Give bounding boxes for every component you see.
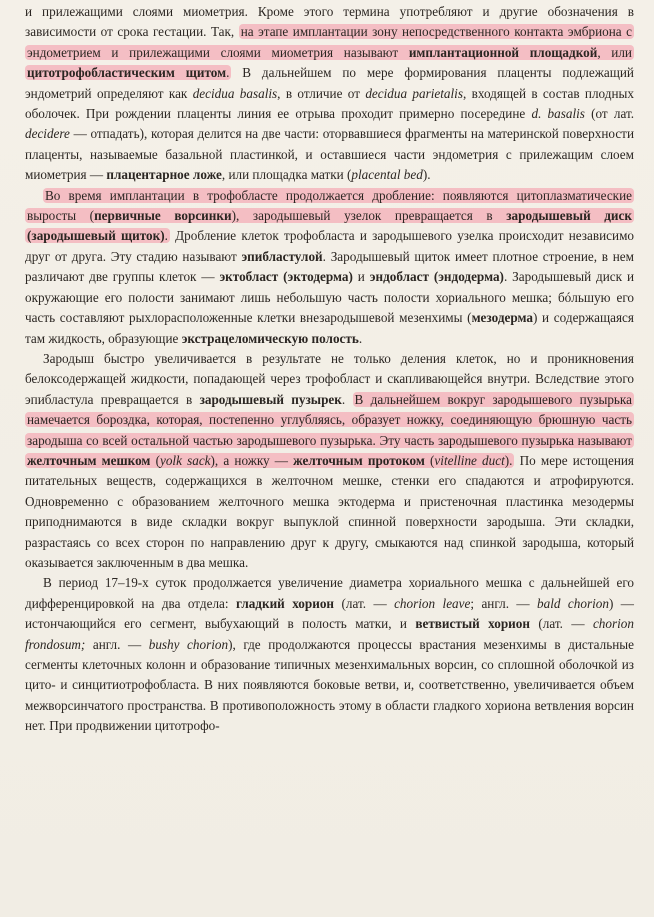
text-run: , входящей в состав плодных оболочек. При рождении плаценты линия ее отрыва проходит примерно посередине xyxy=(25,85,634,122)
paragraph-yolk-sac xyxy=(25,349,634,573)
term-placental-bed: плацентарное ложе xyxy=(106,167,222,183)
term-vitelline-duct: желточным протоком xyxy=(293,452,425,468)
text-run: — отпадать), которая делится на две части: оторвавшиеся фрагменты на материнской поверхности плаценты, называемые базальной пластинкой, и оставшиеся части эндометрия с прилежащим слоем миометрия — xyxy=(25,126,634,183)
text-run: ). xyxy=(422,167,431,183)
text-run: (от лат. xyxy=(584,106,635,122)
text-run: ). xyxy=(504,452,513,468)
text-run: . Зародышевый щиток имеет плотное строение, в нем различают две группы клеток — xyxy=(25,248,634,285)
text-run: . xyxy=(358,330,363,346)
term-branched-chorion: ветвистый хорион xyxy=(415,616,530,632)
term-embryonic-disc: зародышевый диск (зародышевый щиток) xyxy=(27,208,632,244)
text-run: ), зародышевый узелок превращается в xyxy=(231,208,507,224)
term-smooth-chorion: гладкий хорион xyxy=(236,595,335,611)
latin-term: decidua basalis xyxy=(192,85,278,101)
text-run: , в отличие от xyxy=(277,85,366,101)
text-run: . xyxy=(226,65,230,81)
english-term: bald chorion xyxy=(537,595,609,611)
latin-term: chorion leave xyxy=(394,595,471,611)
term-cytotrophoblast-shield: цитотрофобластическим щитом xyxy=(27,65,227,81)
term-implantation-platform: имплантационной площадкой xyxy=(408,44,598,60)
latin-term: decidere xyxy=(25,126,70,142)
text-run: , или площадка матки ( xyxy=(221,167,352,183)
term-epiblastula: эпибластулой xyxy=(241,248,323,264)
text-run: Во время имплантации в трофобласте продолжается дробление: появляются цитоплазматические выросты ( xyxy=(27,187,632,224)
term-mesoderm: мезодерма xyxy=(471,310,533,326)
english-term: bushy chorion xyxy=(148,636,229,652)
text-run: Зародыш быстро увеличивается в результате не только деления клеток, но и проникновения белоксодержащей жидкости, попадающей через трофобласт и скапливающейся внутри. Вследствие этого эпибластула превращается в xyxy=(25,350,634,407)
text-run: англ. — xyxy=(85,636,149,652)
text-run: на этапе имплантации зону непосредственного контакта эмбриона с эндометрием и прилежащими слоями миометрия называют xyxy=(27,24,632,60)
text-run: ) и содержащаяся там жидкость, образующие xyxy=(25,310,634,346)
text-run: . Зародышевый диск и окружающие его полости занимают лишь небольшую часть полости хориального мешка; бóльшую его часть составляют рыхлорасположенные клетки внезародышевой мезенхимы ( xyxy=(25,269,635,326)
latin-term: d. basalis xyxy=(531,106,585,122)
term-yolk-sac: желточным мешком xyxy=(27,452,151,468)
text-run: ; англ. — xyxy=(470,595,538,611)
text-run: и прилежащими слоями миометрия. Кроме этого термина употребляют и другие обозначения в зависимости от срока гестации. Так, xyxy=(25,4,634,40)
text-run: По мере истощения питательных веществ, содержащихся в желточном мешке, стенки его спадаются и атрофируются. Одновременно с образованием желточного мешка эктодерма и пристеночная пластинка мезодермы приподнимаются в виде складки вокруг выпуклой спинной поверхности зародыша. Эти складки, разрастаясь со всех сторон по направлению друг к другу, смыкаются над спинкой зародыша, который оказывается заключенным в два мешка. xyxy=(25,452,635,570)
paragraph-trophoblast-cleavage xyxy=(25,186,634,349)
text-run: ), где продолжаются процессы врастания мезенхимы в дистальные сегменты клеточных колонн и образование типичных мезенхимальных ворсин, со сплошной оболочкой из цито- и синцитиотрофобласта. В них появляются боковые ветви, и, соответственно, увеличивается объем межворсинчатого пространства. В противоположность этому в области гладкого хориона ветвления ворсин нет. При продвижении цитотрофо- xyxy=(25,636,635,734)
text-run: (лат. — xyxy=(334,595,395,611)
text-run: ), а ножку — xyxy=(210,452,294,468)
text-run: , или xyxy=(597,44,632,60)
term-ectoblast: эктобласт (эктодерма) xyxy=(219,269,353,285)
text-run: ( xyxy=(424,452,435,468)
paragraph-chorion xyxy=(25,573,634,736)
english-term: yolk sack xyxy=(159,452,211,468)
english-term: vitelline duct xyxy=(434,452,505,468)
text-run: ( xyxy=(150,452,160,468)
text-run: В дальнейшем вокруг зародышевого пузырька намечается бороздка, которая, постепенно углубляясь, образует ножку, соединяющую брюшную часть зародыша со всей остальной частью зародышевого пузырька. Эту часть зародышевого пузырька называют xyxy=(27,391,632,448)
text-run: ) — истончающийся его сегмент, выбухающий в полость матки, и xyxy=(25,595,634,632)
latin-term: placental bed xyxy=(351,167,423,183)
text-run: Дробление клеток трофобласта и зародышевого узелка происходит независимо друг от друга. Эту стадию называют xyxy=(25,228,635,264)
text-run: и xyxy=(352,269,370,285)
text-run: . xyxy=(341,391,353,407)
text-run: В период 17–19-х суток продолжается увеличение диаметра хориального мешка с дальнейшей его дифференцировкой на два отдела: xyxy=(25,575,634,611)
paragraph-implantation-site xyxy=(25,2,634,186)
text-run: . xyxy=(164,228,168,244)
term-extracoelomic-cavity: экстрацеломическую полость xyxy=(181,330,359,346)
latin-term: decidua parietalis xyxy=(365,85,463,101)
term-embryonic-vesicle: зародышевый пузырек xyxy=(199,391,342,407)
text-run: (лат. — xyxy=(529,616,593,632)
latin-term: chorion frondosum; xyxy=(25,616,634,652)
term-endoblast: эндобласт (эндодерма) xyxy=(369,269,504,285)
text-run: В дальнейшем по мере формирования плаценты подлежащий эндометрий определяют как xyxy=(25,65,634,101)
term-primary-villi: первичные ворсинки xyxy=(94,208,232,224)
